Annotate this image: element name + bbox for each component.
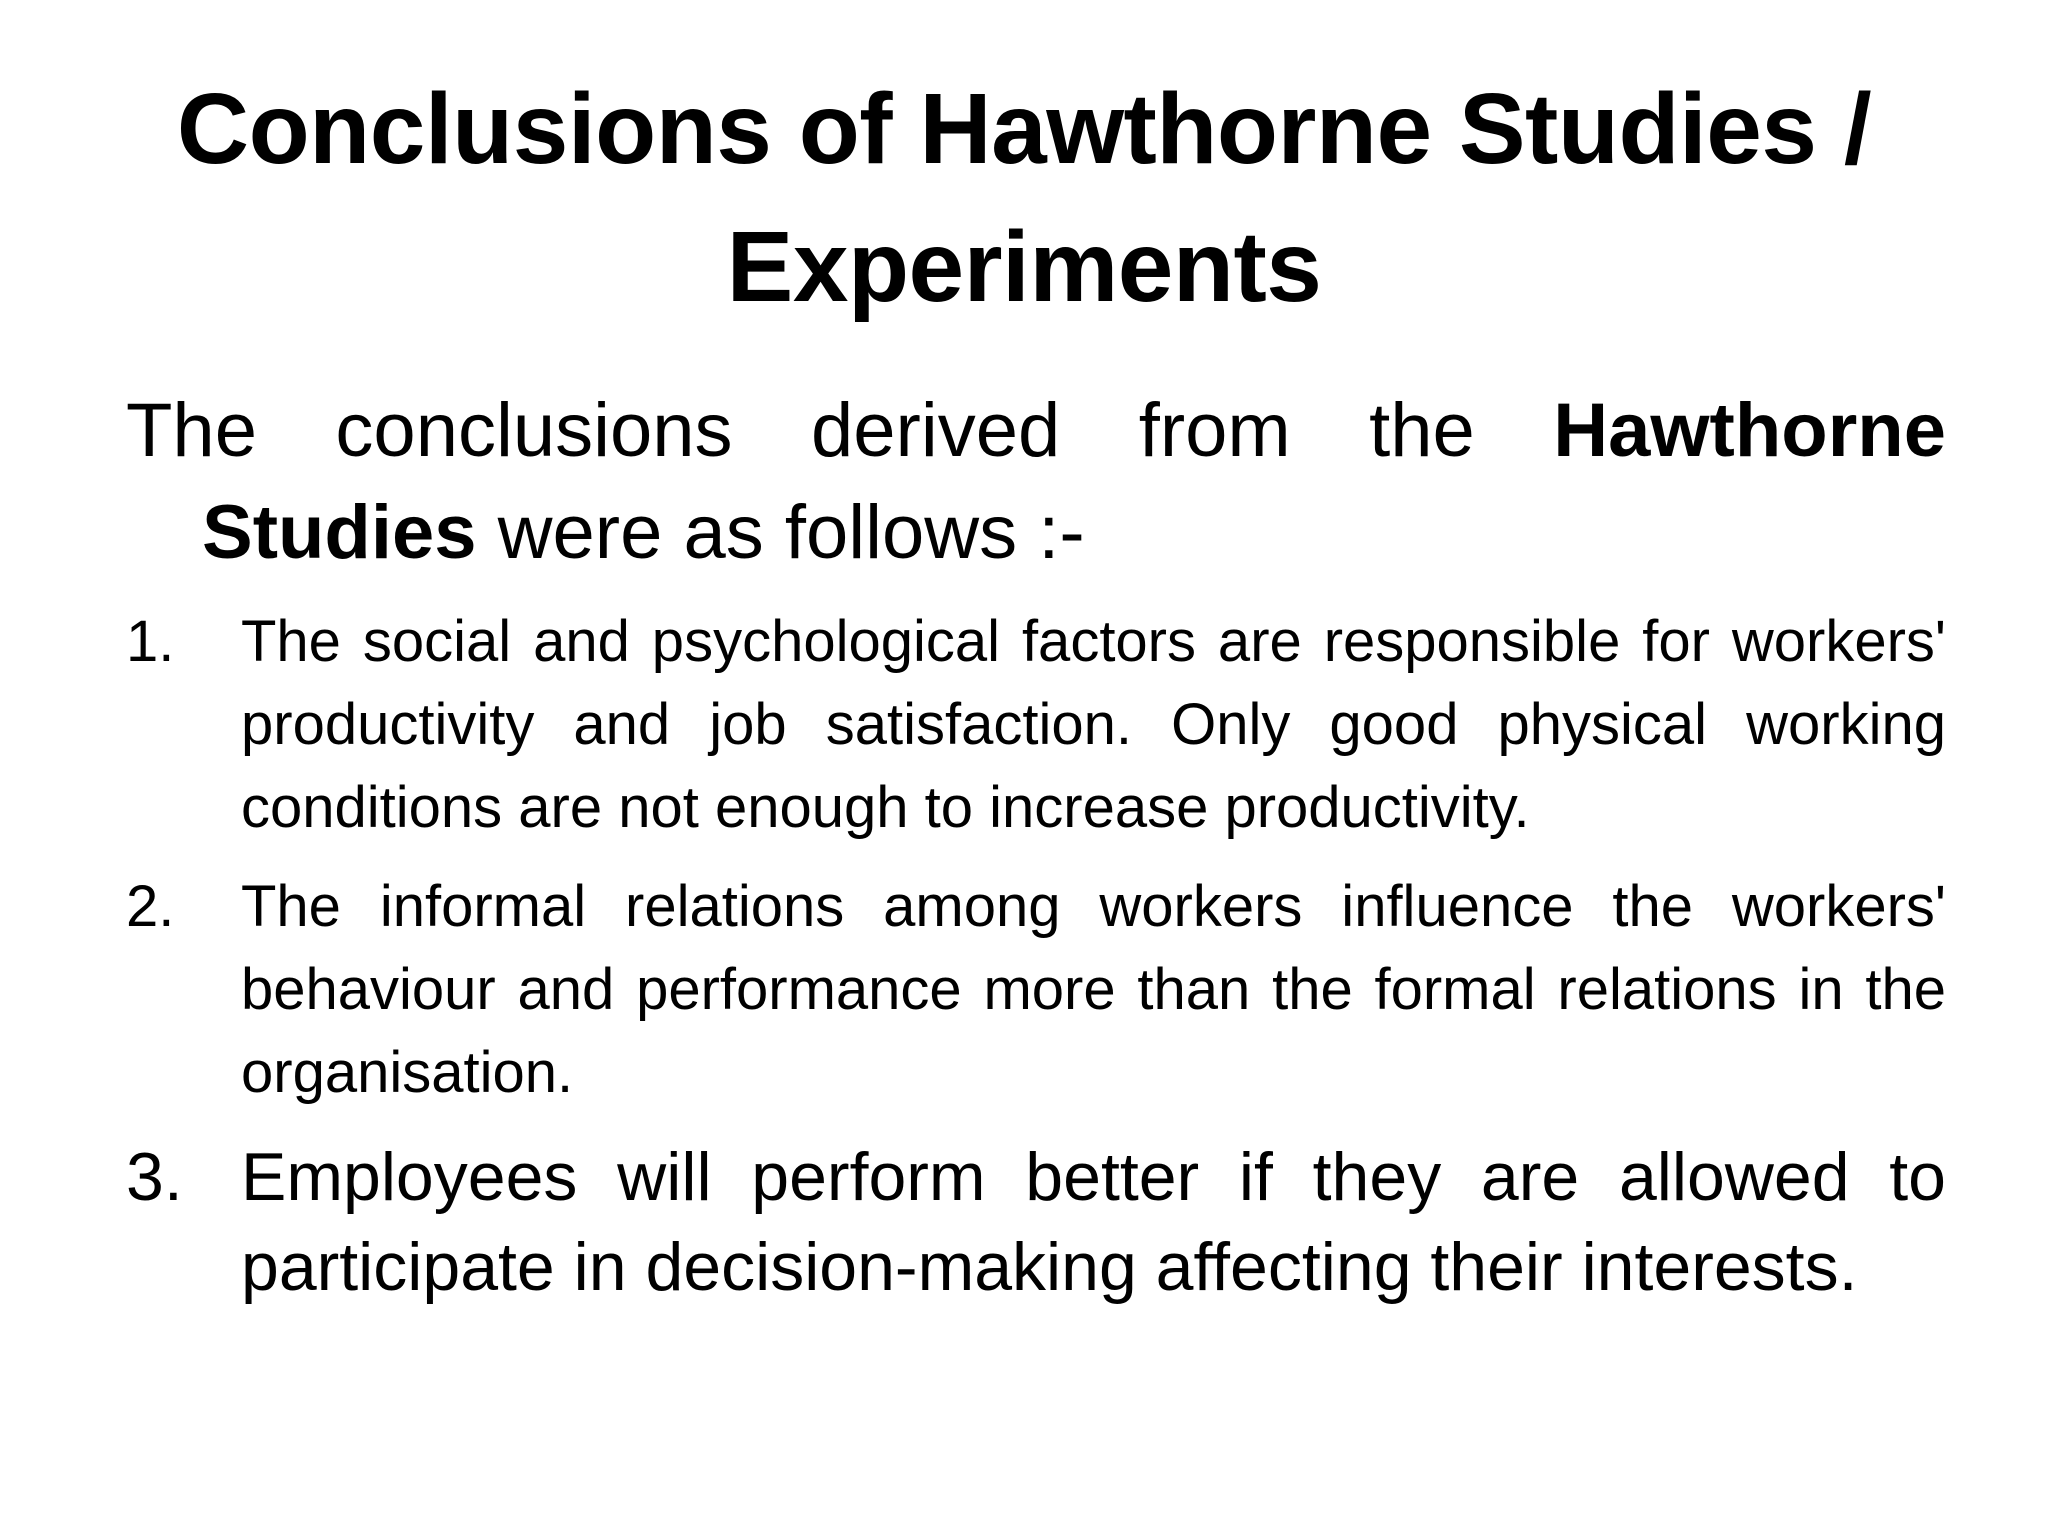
intro-word: derived: [810, 388, 1061, 473]
intro-paragraph: [126, 380, 1946, 584]
list-item-text: The social and psychological factors are responsible for workers' productivity and job satisfaction. Only good physical working conditions are not enough to increase productivity.: [241, 609, 1946, 840]
intro-word: The: [126, 388, 257, 473]
list-item-number: 2.: [126, 874, 175, 939]
list-item: [126, 1132, 1946, 1312]
slide-title: [150, 60, 1898, 336]
list-item-number: 3.: [126, 1139, 183, 1215]
intro-rest: were as follows :-: [476, 490, 1085, 575]
intro-word: from: [1138, 388, 1291, 473]
list-item: [126, 600, 1946, 849]
title-line-1: Conclusions of Hawthorne Studies /: [176, 73, 1872, 185]
conclusions-list: [126, 600, 1946, 1328]
list-item-text: The informal relations among workers influence the workers' behaviour and performance more than the formal relations in the organisation.: [241, 874, 1946, 1105]
intro-bold-hawthorne: Hawthorne: [1553, 388, 1946, 473]
list-item: [126, 865, 1946, 1114]
intro-word: conclusions: [335, 388, 733, 473]
intro-word: the: [1369, 388, 1475, 473]
list-item-text: Employees will perform better if they are allowed to participate in decision-making affecting their interests.: [241, 1139, 1946, 1305]
intro-line-1: [126, 380, 1946, 482]
intro-bold-studies: Studies: [202, 490, 477, 575]
title-line-2: Experiments: [726, 211, 1322, 323]
list-item-number: 1.: [126, 609, 175, 674]
intro-line-2: [126, 482, 1946, 584]
